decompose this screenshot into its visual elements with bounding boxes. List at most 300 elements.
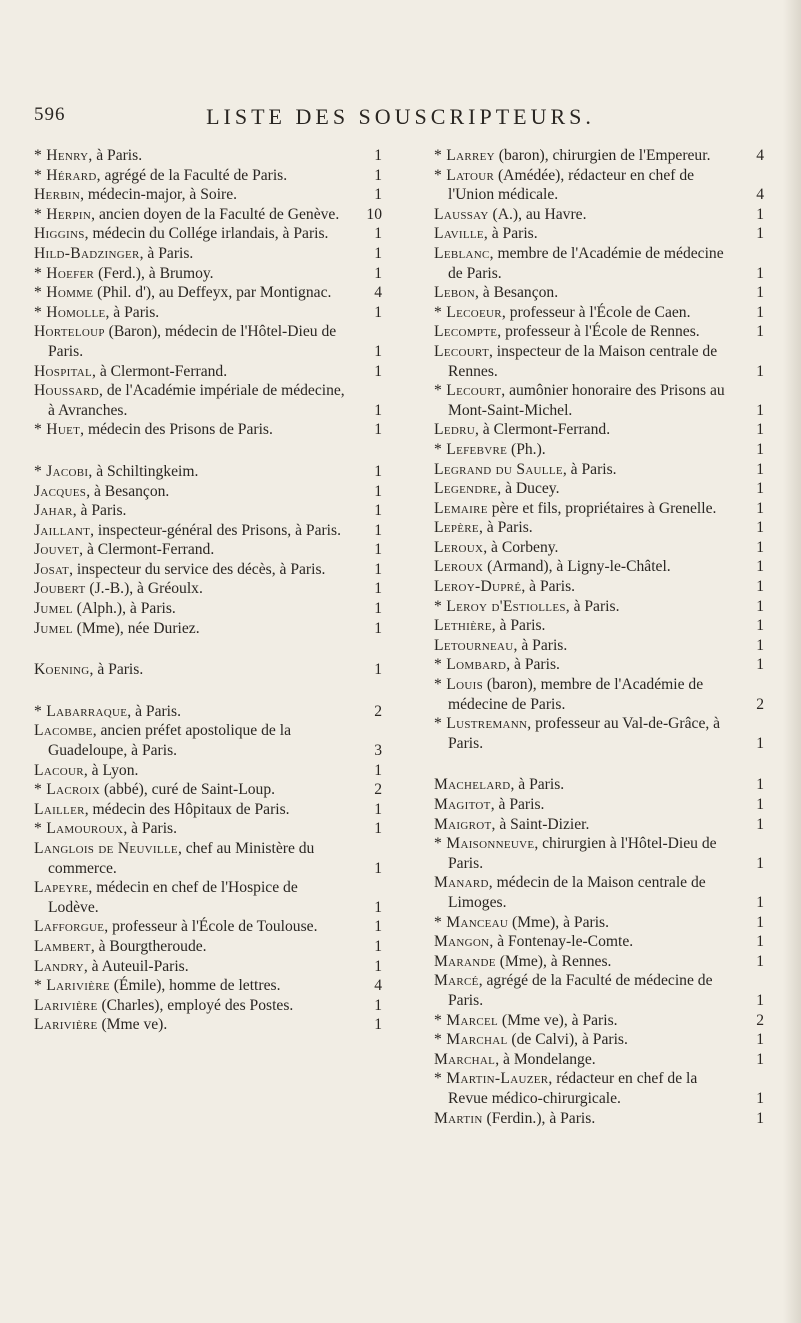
subscriber-details: , à Paris. <box>506 656 560 674</box>
subscriber-details: (Mme ve). <box>97 1016 168 1034</box>
subscriber-details: , inspecteur-général des Prisons, à Paris. <box>90 521 341 539</box>
subscriber-entry <box>34 957 382 977</box>
subscriber-details: , à Paris. <box>510 776 565 794</box>
subscriber-name: Larivière <box>34 996 98 1014</box>
subscriber-details: (Baron), médecin de l'Hôtel-Dieu de Paris. <box>48 323 337 360</box>
subscription-count: 1 <box>374 859 382 877</box>
subscriber-entry <box>434 381 764 420</box>
subscriber-details: , à Fontenay-le-Comte. <box>489 933 634 951</box>
subscriber-details: , médecin-major, à Soire. <box>80 186 238 204</box>
subscriber-entry <box>34 996 382 1016</box>
subscriber-name: Lafforgue <box>34 918 105 936</box>
subscriber-entry <box>434 1030 764 1050</box>
subscriber-name: * Henry <box>34 147 89 164</box>
subscriber-name: * Labarraque <box>34 702 128 720</box>
subscriber-entry <box>34 702 382 722</box>
subscription-count: 1 <box>756 893 764 911</box>
subscriber-details: (Mme), à Rennes. <box>495 952 612 970</box>
subscriber-entry <box>34 660 382 680</box>
subscriber-name: Houssard <box>34 382 100 400</box>
subscription-count: 1 <box>756 636 764 654</box>
subscriber-entry <box>34 322 382 361</box>
subscriber-name: Lemaire <box>434 499 488 517</box>
subscriber-details: , ancien doyen de la Faculté de Genève. <box>91 205 340 223</box>
subscription-count: 1 <box>374 560 382 578</box>
letter-section-gap <box>434 753 764 775</box>
subscription-count: 2 <box>374 702 382 720</box>
subscriber-details: (Ferdin.), à Paris. <box>482 1109 596 1127</box>
subscription-count: 1 <box>374 303 382 321</box>
subscriber-name: Jacques <box>34 482 87 500</box>
subscription-count: 1 <box>374 996 382 1014</box>
subscriber-entry <box>434 557 764 577</box>
subscription-count: 4 <box>756 147 764 164</box>
subscriber-name: Hospital <box>34 362 93 380</box>
subscription-count: 1 <box>374 225 382 243</box>
subscriber-name: Higgins <box>34 225 85 243</box>
subscriber-details: , à Paris. <box>521 578 576 596</box>
subscriber-details: , médecin des Hôpitaux de Paris. <box>84 800 290 818</box>
letter-section-gap <box>34 440 382 462</box>
subscriber-name: Jahar <box>34 502 73 520</box>
subscriber-name: * Larivière <box>34 977 110 995</box>
subscriber-details: (Amédée), rédacteur en chef de l'Union médicale. <box>448 166 695 204</box>
subscriber-entry <box>434 440 764 460</box>
subscriber-entry <box>434 597 764 617</box>
subscriber-name: Langlois de Neuville <box>34 840 178 857</box>
subscriber-entry <box>34 579 382 599</box>
subscriber-name: Letourneau <box>434 636 514 654</box>
subscriber-entry <box>34 166 382 186</box>
subscription-count: 1 <box>374 186 382 204</box>
subscription-count: 2 <box>756 1011 764 1029</box>
subscriber-entry <box>434 577 764 597</box>
subscriber-details: , à Clermont-Ferrand. <box>474 421 611 439</box>
subscriber-entry <box>34 303 382 323</box>
subscriber-details: (J.-B.), à Gréoulx. <box>85 580 203 598</box>
subscriber-details: , à Paris. <box>72 502 127 520</box>
subscriber-entry <box>434 834 764 873</box>
subscriber-entry <box>34 521 382 541</box>
subscriber-name: * Leroy d'Estiolles <box>434 597 566 615</box>
subscriber-entry <box>434 873 764 912</box>
subscriber-entry <box>434 932 764 952</box>
subscription-count: 1 <box>374 800 382 818</box>
right-column <box>434 146 764 1128</box>
subscription-count: 1 <box>756 991 764 1009</box>
subscriber-entry <box>434 166 764 205</box>
subscription-count: 2 <box>374 781 382 799</box>
subscriber-entry <box>434 538 764 558</box>
subscription-count: 1 <box>756 815 764 833</box>
subscriber-entry <box>34 839 382 878</box>
subscriber-details: , de l'Académie impériale de médecine, à Avranches. <box>48 382 345 419</box>
subscription-count: 1 <box>756 578 764 596</box>
subscriber-entry <box>434 479 764 499</box>
subscriber-entry <box>434 636 764 656</box>
subscriber-entry <box>34 1015 382 1035</box>
page-header <box>0 104 801 134</box>
subscriber-name: Lecompte <box>434 323 498 341</box>
subscriber-entry <box>34 599 382 619</box>
subscriber-name: Maigrot <box>434 815 492 833</box>
subscriber-name: * Louis <box>434 676 483 694</box>
subscriber-details: , médecin en chef de l'Hospice de Lodève. <box>48 879 298 916</box>
subscriber-details: , membre de l'Académie de médecine de Paris. <box>448 244 724 282</box>
subscriber-name: Larivière <box>34 1016 98 1034</box>
subscriber-entry <box>34 283 382 303</box>
subscription-count: 1 <box>374 264 382 282</box>
subscriber-entry <box>34 780 382 800</box>
subscriber-details: , inspecteur de la Maison centrale de Rennes. <box>448 342 718 380</box>
subscriber-entry <box>434 913 764 933</box>
subscription-count: 1 <box>374 918 382 936</box>
subscriber-entry <box>434 971 764 1010</box>
subscriber-entry <box>434 952 764 972</box>
subscriber-entry <box>434 518 764 538</box>
subscription-count: 1 <box>756 264 764 282</box>
subscriber-details: , à Paris. <box>483 225 538 243</box>
subscriber-name: Lacour <box>34 761 84 779</box>
running-title: LISTE DES SOUSCRIPTEURS. <box>206 104 595 129</box>
subscriber-details: (Émile), homme de lettres. <box>109 977 281 995</box>
subscription-count: 1 <box>756 519 764 537</box>
subscriber-entry <box>434 146 764 166</box>
subscription-count: 1 <box>756 952 764 970</box>
subscription-count: 1 <box>374 482 382 500</box>
subscriber-entry <box>434 675 764 714</box>
subscriber-name: * Lamouroux <box>34 820 124 838</box>
subscriber-entry <box>434 499 764 519</box>
subscription-count: 1 <box>374 820 382 838</box>
subscriber-name: Legrand du Saulle <box>434 460 563 478</box>
subscriber-name: Lailler <box>34 800 85 818</box>
subscriber-entry <box>34 819 382 839</box>
subscriber-details: , à Schiltingkeim. <box>88 462 199 480</box>
subscription-count: 1 <box>756 499 764 517</box>
subscriber-name: * Lecourt <box>434 382 502 400</box>
subscription-count: 1 <box>756 1109 764 1127</box>
subscriber-details: (Alph.), à Paris. <box>72 600 176 618</box>
subscriber-details: , à Saint-Dizier. <box>491 815 590 833</box>
subscriber-entry <box>434 714 764 753</box>
letter-section-gap <box>34 680 382 702</box>
subscriber-name: Leroux <box>434 558 484 576</box>
subscriber-details: (Ph.). <box>507 440 546 458</box>
subscriber-entry <box>34 878 382 917</box>
subscriber-entry <box>434 460 764 480</box>
subscriber-name: * Lustremann <box>434 715 528 733</box>
subscriber-entry <box>34 482 382 502</box>
subscriber-details: (Phil. d'), au Deffeyx, par Montignac. <box>93 284 332 302</box>
subscriber-details: , à Paris. <box>490 796 545 813</box>
subscriber-name: * Martin-Lauzer <box>434 1070 549 1088</box>
subscriber-entry <box>434 795 764 815</box>
subscriber-entry <box>434 775 764 795</box>
subscription-count: 1 <box>756 913 764 931</box>
subscriber-name: Laussay <box>434 205 489 223</box>
subscriber-name: Manard <box>434 874 489 892</box>
subscriber-details: , à Ducey. <box>497 480 560 498</box>
subscription-count: 1 <box>374 362 382 380</box>
subscriber-entry <box>434 283 764 303</box>
subscriber-details: , à Besançon. <box>474 284 559 302</box>
subscriber-name: Magitot <box>434 796 491 813</box>
subscription-count: 1 <box>756 933 764 951</box>
subscriber-name: * Huet <box>34 421 81 439</box>
subscriber-entry <box>34 937 382 957</box>
subscriber-name: Jumel <box>34 600 73 618</box>
subscriber-entry <box>34 224 382 244</box>
subscription-count: 1 <box>756 440 764 458</box>
subscriber-details: père et fils, propriétaires à Grenelle. <box>487 499 717 517</box>
subscription-count: 1 <box>756 617 764 635</box>
subscriber-name: Machelard <box>434 776 511 794</box>
subscription-count: 1 <box>756 1031 764 1049</box>
subscriber-details: , à Paris. <box>123 820 178 838</box>
subscriber-entry <box>434 1011 764 1031</box>
subscriber-entry <box>34 205 382 225</box>
subscriber-name: * Maisonneuve <box>434 835 535 853</box>
subscription-count: 1 <box>374 761 382 779</box>
subscriber-details: , à Mondelange. <box>495 1050 596 1068</box>
subscription-count: 1 <box>374 166 382 184</box>
subscriber-name: Marande <box>434 952 496 970</box>
subscriber-name: Lethière <box>434 617 492 635</box>
subscriber-entry <box>34 462 382 482</box>
subscriber-name: Lecourt <box>434 342 489 360</box>
subscriber-details: , à Paris. <box>513 636 568 654</box>
subscriber-details: , médecin du Collége irlandais, à Paris. <box>84 225 329 243</box>
subscription-count: 1 <box>374 342 382 360</box>
subscriber-entry <box>34 917 382 937</box>
subscription-count: 1 <box>756 538 764 556</box>
subscriber-name: * Larrey <box>434 147 495 164</box>
subscriber-details: , à Paris. <box>89 661 144 679</box>
subscriber-entry <box>34 976 382 996</box>
subscriber-name: * Hérard <box>34 166 97 184</box>
subscriber-name: * Marcel <box>434 1011 499 1029</box>
subscription-count: 1 <box>374 957 382 975</box>
subscriber-name: * Herpin <box>34 205 92 223</box>
subscriber-details: (abbé), curé de Saint-Loup. <box>100 781 276 799</box>
subscriber-details: , à Lyon. <box>83 761 139 779</box>
subscriber-name: Lebon <box>434 284 475 302</box>
subscriber-name: Landry <box>34 957 84 975</box>
page-number: 596 <box>34 104 66 125</box>
subscription-count: 10 <box>366 205 382 223</box>
subscription-count: 1 <box>756 734 764 752</box>
subscriber-details: (baron), membre de l'Académie de médecine de Paris. <box>448 676 704 713</box>
subscription-count: 1 <box>374 600 382 618</box>
subscriber-entry <box>34 560 382 580</box>
subscriber-details: , chirurgien à l'Hôtel-Dieu de Paris. <box>448 835 717 872</box>
subscription-count: 1 <box>374 619 382 637</box>
subscriber-details: (Mme), née Duriez. <box>72 619 200 637</box>
subscription-count: 1 <box>756 401 764 419</box>
subscriber-name: * Lefebvre <box>434 440 508 458</box>
subscriber-entry <box>434 1109 764 1129</box>
subscription-count: 1 <box>756 362 764 380</box>
subscriber-entry <box>434 224 764 244</box>
subscription-count: 1 <box>756 480 764 498</box>
subscription-count: 4 <box>374 977 382 995</box>
subscriber-entry <box>34 381 382 420</box>
subscriber-details: , à Paris. <box>478 519 533 537</box>
subscriber-name: Horteloup <box>34 323 105 341</box>
subscription-count: 1 <box>756 225 764 243</box>
subscriber-name: * Marchal <box>434 1031 508 1049</box>
subscription-count: 1 <box>374 462 382 480</box>
subscriber-entry <box>434 616 764 636</box>
subscriber-name: Jouvet <box>34 541 80 559</box>
subscriber-details: , professeur au Val-de-Grâce, à Paris. <box>448 715 721 752</box>
subscriber-details: (A.), au Havre. <box>488 205 587 223</box>
subscriber-details: , professeur à l'École de Caen. <box>501 303 691 321</box>
subscriber-name: * Lacroix <box>34 781 101 799</box>
subscriber-details: , inspecteur du service des décès, à Paris. <box>69 560 326 578</box>
letter-section-gap <box>34 638 382 660</box>
subscriber-entry <box>34 146 382 166</box>
subscriber-details: , professeur à l'École de Rennes. <box>497 323 700 341</box>
subscriber-entry <box>34 420 382 440</box>
subscription-count: 1 <box>756 656 764 674</box>
subscription-count: 1 <box>756 460 764 478</box>
subscription-count: 1 <box>756 558 764 576</box>
subscriber-name: Martin <box>434 1109 483 1127</box>
subscription-count: 1 <box>374 147 382 164</box>
subscriber-name: * Lecoeur <box>434 303 502 321</box>
subscriber-details: (Mme), à Paris. <box>508 913 609 931</box>
subscriber-entry <box>434 815 764 835</box>
subscriber-entry <box>34 619 382 639</box>
subscriber-details: , à Paris. <box>88 147 143 164</box>
subscription-count: 1 <box>756 284 764 302</box>
subscriber-name: * Manceau <box>434 913 509 931</box>
subscriber-details: , médecin de la Maison centrale de Limoges. <box>448 874 706 911</box>
subscription-count: 1 <box>756 796 764 813</box>
subscriber-name: Lepère <box>434 519 479 537</box>
subscriber-details: , aumônier honoraire des Prisons au Mont-Saint-Michel. <box>448 382 725 419</box>
subscriber-name: Lapeyre <box>34 879 89 897</box>
subscription-count: 1 <box>756 1050 764 1068</box>
subscription-count: 1 <box>374 502 382 520</box>
subscriber-entry <box>434 342 764 381</box>
subscriber-details: (Charles), employé des Postes. <box>97 996 294 1014</box>
subscriber-name: * Homme <box>34 284 94 302</box>
subscription-count: 4 <box>374 284 382 302</box>
subscriber-details: , rédacteur en chef de la Revue médico-chirurgicale. <box>448 1070 698 1107</box>
subscriber-entry <box>34 362 382 382</box>
subscriber-details: (Mme ve), à Paris. <box>498 1011 618 1029</box>
subscriber-entry <box>34 185 382 205</box>
subscriber-name: Legendre <box>434 480 498 498</box>
subscriber-name: * Jacobi <box>34 462 89 480</box>
subscriber-name: Hild-Badzinger <box>34 244 140 262</box>
subscription-count: 1 <box>374 898 382 916</box>
subscriber-name: * Hoefer <box>34 264 95 282</box>
subscriber-details: , à Bourgtheroude. <box>90 937 207 955</box>
subscriber-details: , agrégé de la Faculté de médecine de Paris. <box>448 972 713 1009</box>
subscription-count: 2 <box>756 695 764 713</box>
left-column <box>34 146 382 1035</box>
subscription-count: 1 <box>374 244 382 262</box>
subscriber-name: Marcé <box>434 972 479 990</box>
subscriber-details: , à Paris. <box>562 460 617 478</box>
subscription-count: 1 <box>756 323 764 341</box>
subscriber-name: Herbin <box>34 186 81 204</box>
subscriber-name: * Homolle <box>34 303 106 321</box>
subscriber-details: , à Paris. <box>491 617 546 635</box>
subscriber-entry <box>34 264 382 284</box>
subscription-count: 1 <box>374 541 382 559</box>
subscription-count: 1 <box>756 303 764 321</box>
subscriber-details: , à Paris. <box>565 597 620 615</box>
subscriber-details: (Ferd.), à Brumoy. <box>94 264 214 282</box>
subscriber-details: , à Auteuil-Paris. <box>83 957 189 975</box>
subscriber-entry <box>34 501 382 521</box>
subscription-count: 1 <box>756 421 764 439</box>
subscription-count: 1 <box>756 854 764 872</box>
subscriber-entry <box>434 322 764 342</box>
subscription-count: 1 <box>374 661 382 679</box>
subscription-count: 1 <box>374 937 382 955</box>
subscriber-name: * Lombard <box>434 656 507 674</box>
subscriber-name: Ledru <box>434 421 475 439</box>
subscriber-entry <box>34 244 382 264</box>
subscription-count: 1 <box>756 597 764 615</box>
subscriber-details: , à Clermont-Ferrand. <box>92 362 228 380</box>
subscriber-name: Leroy-Dupré <box>434 578 522 596</box>
subscriber-details: , professeur à l'École de Toulouse. <box>104 918 318 936</box>
subscriber-name: Koening <box>34 661 90 679</box>
subscriber-name: Jumel <box>34 619 73 637</box>
subscriber-entry <box>434 655 764 675</box>
subscriber-name: Lacombe <box>34 722 93 740</box>
subscription-count: 1 <box>374 1016 382 1034</box>
subscriber-name: Leblanc <box>434 244 490 262</box>
subscription-count: 4 <box>756 186 764 204</box>
subscriber-details: , médecin des Prisons de Paris. <box>80 421 273 439</box>
subscriber-entry <box>434 1069 764 1108</box>
subscriber-name: Joubert <box>34 580 86 598</box>
subscriber-entry <box>434 303 764 323</box>
subscription-count: 1 <box>756 205 764 223</box>
subscriber-details: , à Corbeny. <box>483 538 559 556</box>
subscriber-entry <box>434 1050 764 1070</box>
page-edge-shadow <box>783 0 801 1323</box>
subscriber-name: * Latour <box>434 166 495 184</box>
subscriber-details: (baron), chirurgien de l'Empereur. <box>494 147 711 164</box>
subscription-count: 1 <box>374 580 382 598</box>
subscriber-entry <box>434 244 764 283</box>
subscriber-entry <box>34 800 382 820</box>
subscriber-name: Marchal <box>434 1050 496 1068</box>
subscriber-details: (de Calvi), à Paris. <box>507 1031 628 1049</box>
subscriber-details: , à Paris. <box>105 303 160 321</box>
subscriber-details: , ancien préfet apostolique de la Guadeloupe, à Paris. <box>48 722 291 760</box>
subscription-count: 1 <box>374 401 382 419</box>
subscription-count: 3 <box>374 742 382 760</box>
subscriber-details: , à Clermont-Ferrand. <box>79 541 215 559</box>
subscriber-details: , à Paris. <box>127 702 181 720</box>
subscriber-name: Leroux <box>434 538 484 556</box>
subscriber-details: , à Besançon. <box>86 482 170 500</box>
subscription-count: 1 <box>374 421 382 439</box>
subscriber-details: , à Paris. <box>139 244 194 262</box>
subscriber-entry <box>34 721 382 760</box>
subscription-count: 1 <box>756 776 764 794</box>
